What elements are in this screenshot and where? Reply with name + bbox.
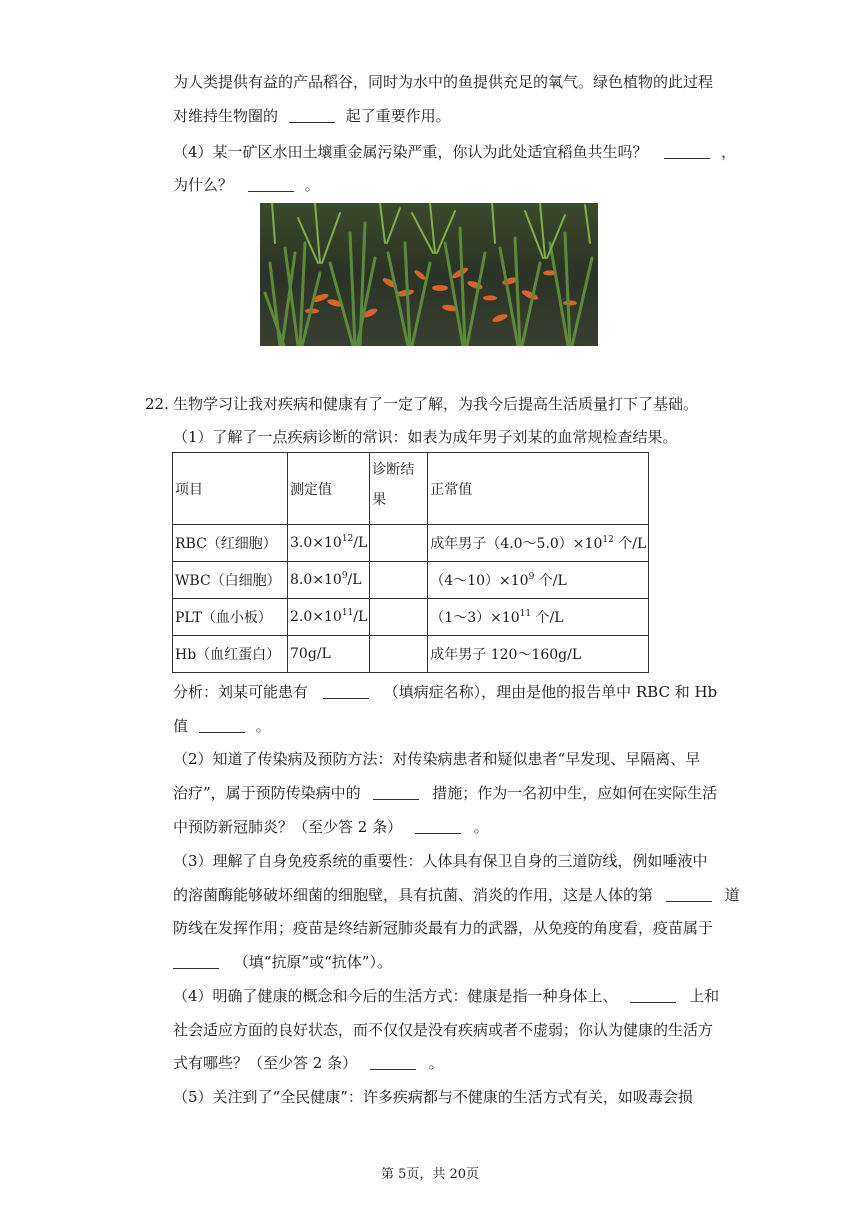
table-cell (370, 599, 428, 636)
text-fragment: （填病症名称），理由是他的报告单中 RBC 和 Hb (383, 683, 718, 701)
text-line (173, 682, 717, 702)
table-cell: 成年男子 120～160g/L (428, 636, 649, 673)
text-line (173, 1053, 444, 1073)
table-header-cell: 正常值 (428, 453, 649, 525)
text-line (173, 986, 719, 1006)
answer-blank[interactable] (415, 819, 461, 834)
answer-blank[interactable] (630, 988, 676, 1003)
text-line (173, 952, 392, 972)
text-fragment: 值 (173, 717, 189, 735)
page-footer: 第 5页，共 20页 (380, 1167, 480, 1182)
table-row (173, 525, 649, 562)
text-fragment: 的溶菌酶能够破坏细菌的细胞壁，具有抗菌、消炎的作用，这是人体的第 (173, 886, 654, 904)
table-cell: 成年男子$(4.0\sim 5.0)\times 10^{12}$ 个/L (428, 525, 649, 562)
table-cell: $(4\sim 10)\times 10^9$ 个/L (428, 562, 649, 599)
question-22-stem: 生物学习让我对疾病和健康有了一定了解，为我今后提高生活质量打下了基础。 (173, 395, 699, 413)
text-fragment: 中预防新冠肺炎？（至少答 2 条） (173, 818, 403, 836)
table-cell: WBC（白细胞） (173, 562, 288, 599)
text-line (173, 817, 489, 837)
text-fragment: ， (721, 143, 737, 161)
table-cell: PLT（血小板） (173, 599, 288, 636)
answer-blank[interactable] (323, 684, 369, 699)
answer-blank[interactable] (373, 785, 419, 800)
table-cell: $2.0\times 10^{11}/L$ (288, 599, 370, 636)
text-line (173, 175, 320, 195)
table-cell: $8.0\times 10^9/L$ (288, 562, 370, 599)
text-fragment: 。 (304, 176, 320, 194)
text-fragment: 式有哪些？（至少答 2 条） (173, 1054, 358, 1072)
table-cell: RBC（红细胞） (173, 525, 288, 562)
table-header-cell: 测定值 (288, 453, 370, 525)
table-row (173, 636, 649, 673)
text-fragment: （填“抗原”或“抗体”）。 (233, 953, 392, 971)
text-fragment: 。 (473, 818, 489, 836)
table-header-row (173, 453, 649, 525)
text-fragment: 对维持生物圈的 (173, 107, 279, 125)
table-cell: $3.0\times 10^{12}/L$ (288, 525, 370, 562)
text-line (173, 716, 271, 736)
text-fragment: 措施；作为一名初中生，应如何在实际生活 (432, 784, 718, 802)
text-line: （1）了解了一点疾病诊断的常识：如表为成年男子刘某的血常规检查结果。 (173, 428, 678, 446)
answer-blank[interactable] (289, 108, 335, 123)
question-number: 22. (145, 395, 169, 413)
text-fragment: （4）明确了健康的概念和今后的生活方式：健康是指一种身体上、 (173, 987, 618, 1005)
answer-blank[interactable] (173, 954, 219, 969)
text-line: 社会适应方面的良好状态，而不仅仅是没有疾病或者不虚弱；你认为健康的生活方 (173, 1021, 714, 1039)
answer-blank[interactable] (248, 177, 294, 192)
text-line: （2）知道了传染病及预防方法：对传染病患者和疑似患者“早发现、早隔离、早 (173, 750, 701, 768)
text-fragment: 治疗”，属于预防传染病中的 (173, 784, 361, 802)
answer-blank[interactable] (370, 1055, 416, 1070)
text-fragment: 分析：刘某可能患有 (173, 683, 309, 701)
text-fragment: 。 (428, 1054, 444, 1072)
text-line (173, 106, 451, 126)
table-cell (370, 525, 428, 562)
text-line: （3）理解了自身免疫系统的重要性：人体具有保卫自身的三道防线，例如唾液中 (173, 852, 708, 870)
answer-blank[interactable] (666, 887, 712, 902)
text-fragment: 起了重要作用。 (345, 107, 451, 125)
table-row (173, 599, 649, 636)
table-row (173, 562, 649, 599)
text-fragment: 上和 (689, 987, 720, 1005)
text-fragment: （4）某一矿区水田土壤重金属污染严重，你认为此处适宜稻鱼共生吗？ (173, 143, 648, 161)
text-line: 防线在发挥作用；疫苗是终结新冠肺炎最有力的武器，从免疫的角度看，疫苗属于 (173, 919, 714, 937)
table-cell: $(1\sim 3)\times 10^{11}$ 个/L (428, 599, 649, 636)
blood-test-table (172, 452, 649, 673)
text-fragment: 。 (255, 717, 271, 735)
table-header-cell: 诊断结果 (370, 453, 428, 525)
answer-blank[interactable] (664, 144, 710, 159)
text-line: （5）关注到了“全民健康”：许多疾病都与不健康的生活方式有关，如吸毒会损 (173, 1088, 693, 1106)
table-cell (370, 636, 428, 673)
rice-fish-photo (260, 203, 598, 346)
table-cell: 70g/L (288, 636, 370, 673)
table-header-cell: 项目 (173, 453, 288, 525)
answer-blank[interactable] (199, 718, 245, 733)
table-cell: Hb（血红蛋白） (173, 636, 288, 673)
text-line (173, 885, 740, 905)
text-line: 为人类提供有益的产品稻谷，同时为水中的鱼提供充足的氧气。绿色植物的此过程 (173, 73, 714, 91)
table-cell (370, 562, 428, 599)
text-fragment: 为什么？ (173, 176, 234, 194)
text-line (173, 783, 717, 803)
question-4-line (173, 142, 736, 162)
text-fragment: 道 (724, 886, 740, 904)
